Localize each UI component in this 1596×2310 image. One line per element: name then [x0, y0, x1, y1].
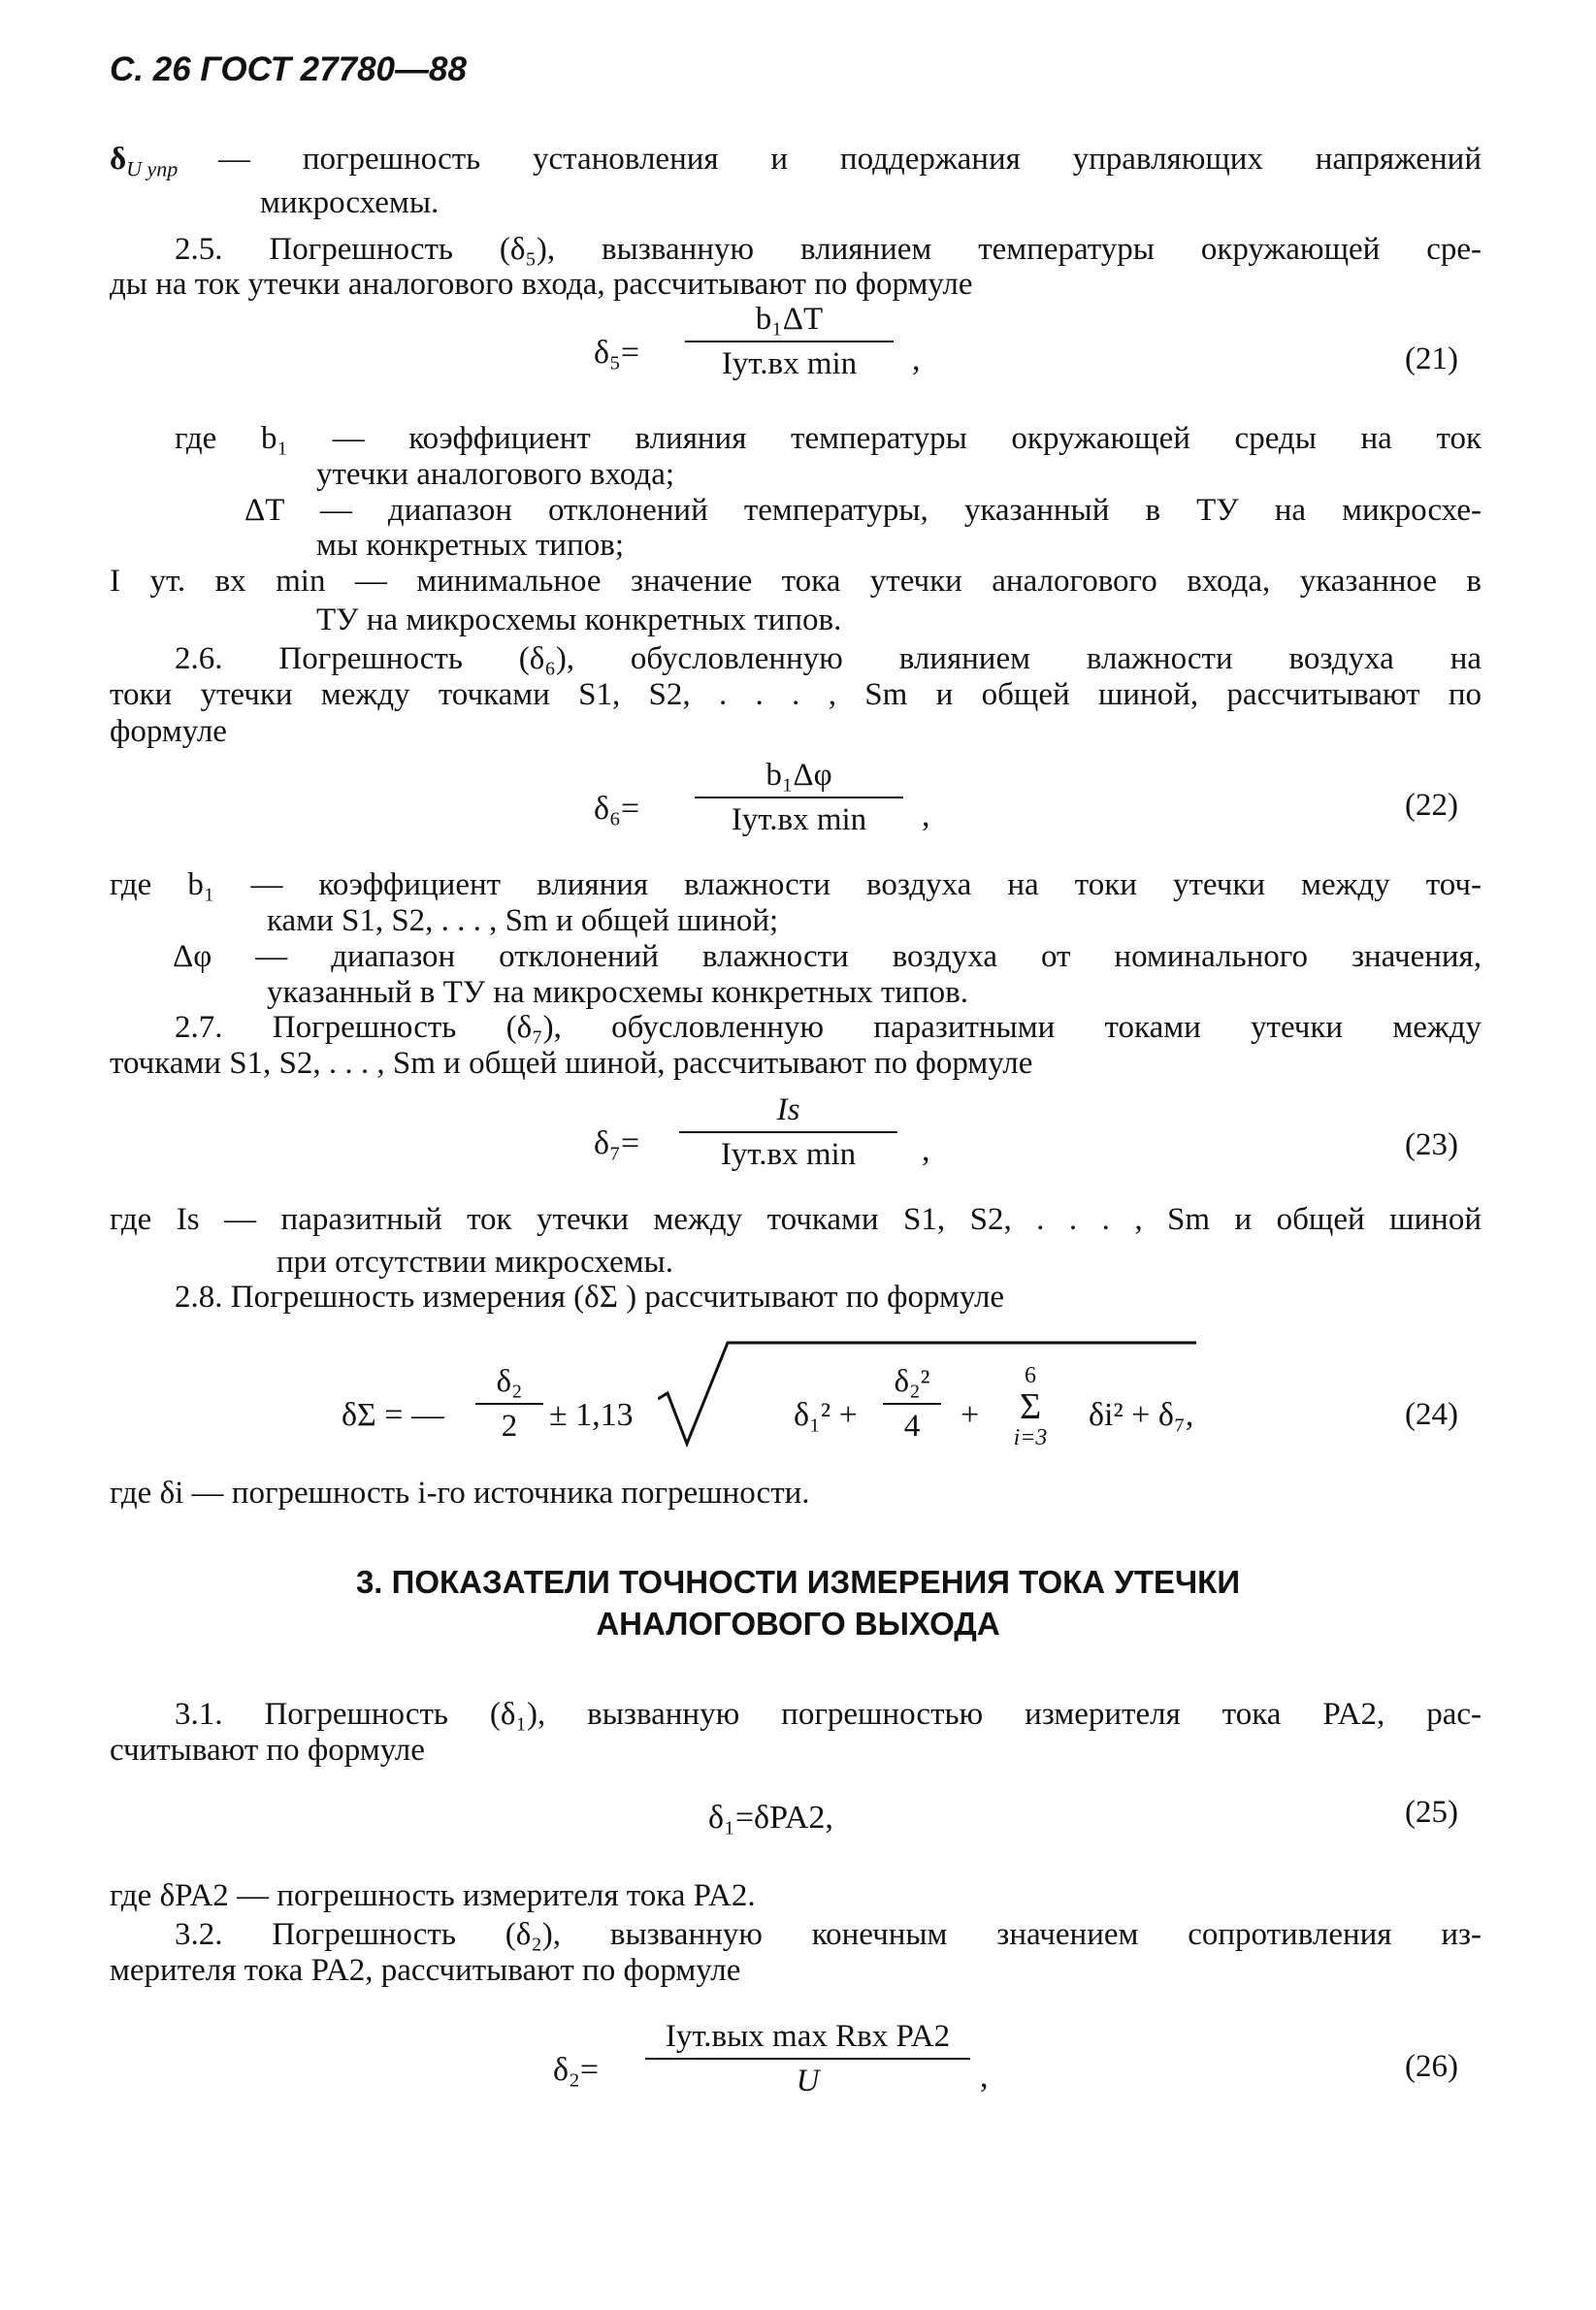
- equation-24-plus: +: [961, 1397, 980, 1433]
- text-line: где δi — погрешность i-го источника погрешности.: [110, 1476, 810, 1511]
- section-heading: 3. ПОКАЗАТЕЛИ ТОЧНОСТИ ИЗМЕРЕНИЯ ТОКА УТЕЧКИ: [355, 1564, 1241, 1600]
- text-line: указанный в ТУ на микросхемы конкретных типов.: [267, 975, 968, 1010]
- equation-number-21: (21): [1405, 342, 1458, 376]
- equation-21-lhs: δ₅=: [594, 335, 640, 371]
- equation-26-comma: ,: [980, 2059, 989, 2095]
- text-line: утечки аналогового входа;: [316, 457, 675, 492]
- text-line: где Is — паразитный ток утечки между точками S1, S2, . . . , Sm и общей шиной: [110, 1202, 1482, 1237]
- equation-22-comma: ,: [922, 797, 930, 833]
- paragraph-3-2: 3.2. Погрешность (δ₂), вызванную конечным значением сопротивления из-: [175, 1917, 1482, 1952]
- paragraph-2-5: 2.5. Погрешность (δ₅), вызванную влиянием температуры окружающей сре-: [175, 232, 1482, 267]
- equation-24-coefficient: ± 1,13: [549, 1397, 634, 1433]
- text-line: ТУ на микросхемы конкретных типов.: [316, 602, 842, 637]
- section-heading: АНАЛОГОВОГО ВЫХОДА: [596, 1606, 1000, 1642]
- page-header: С. 26 ГОСТ 27780—88: [110, 50, 467, 88]
- summation-symbol: 6 Σ i=3: [1013, 1363, 1048, 1450]
- equation-26-lhs: δ₂=: [553, 2052, 600, 2088]
- text-line: ды на ток утечки аналогового входа, рассчитывают по формуле: [110, 267, 973, 302]
- paragraph-2-7: 2.7. Погрешность (δ₇), обусловленную паразитными токами утечки между: [175, 1010, 1482, 1045]
- text-line: формуле: [110, 714, 227, 749]
- text-line: считывают по формуле: [110, 1733, 425, 1768]
- equation-24-inner-fraction: δ₂² 4: [883, 1363, 941, 1445]
- text-line: — погрешность установления и поддержания управляющих напряжений: [218, 142, 1482, 177]
- text-line: токи утечки между точками S1, S2, . . . , Sm и общей шиной, рассчитывают по: [110, 677, 1482, 712]
- text-line: при отсутствии микросхемы.: [277, 1245, 673, 1280]
- equation-24-tail: δi² + δ₇,: [1089, 1397, 1194, 1433]
- text-line: микросхемы.: [260, 185, 440, 220]
- equation-number-24: (24): [1405, 1397, 1458, 1432]
- text-line: где b₁ — коэффициент влияния влажности воздуха на токи утечки между точ-: [110, 867, 1482, 902]
- equation-number-23: (23): [1405, 1127, 1458, 1162]
- equation-23-lhs: δ₇=: [594, 1125, 640, 1161]
- equation-21-comma: ,: [912, 342, 921, 377]
- paragraph-2-8: 2.8. Погрешность измерения (δΣ ) рассчитывают по формуле: [175, 1280, 1005, 1315]
- equation-21-fraction: b₁ΔT Iут.вх min: [685, 301, 894, 382]
- equation-number-22: (22): [1405, 788, 1458, 823]
- equation-23-fraction: Is Iут.вх min: [679, 1091, 897, 1173]
- equation-25: δ₁=δPA2,: [708, 1800, 833, 1836]
- equation-23-comma: ,: [922, 1132, 930, 1168]
- text-line: Δφ — диапазон отклонений влажности воздуха от номинального значения,: [173, 939, 1482, 974]
- equation-26-fraction: Iут.вых max Rвх PA2 U: [645, 2018, 970, 2099]
- text-line: $\delta_{U упр}$: [110, 142, 179, 181]
- equation-22-lhs: δ₆=: [594, 791, 640, 827]
- equation-24-term: δ₁² +: [794, 1397, 858, 1433]
- text-line: ками S1, S2, . . . , Sm и общей шиной;: [267, 903, 779, 938]
- text-line: мерителя тока PA2, рассчитывают по формуле: [110, 1953, 741, 1988]
- text-line: мы конкретных типов;: [316, 528, 624, 563]
- paragraph-2-6: 2.6. Погрешность (δ₆), обусловленную влиянием влажности воздуха на: [175, 641, 1482, 676]
- equation-24-fraction: δ₂ 2: [475, 1363, 543, 1445]
- text-line: где b₁ — коэффициент влияния температуры окружающей среды на ток: [175, 421, 1482, 456]
- text-line: точками S1, S2, . . . , Sm и общей шиной, рассчитывают по формуле: [110, 1046, 1033, 1081]
- paragraph-3-1: 3.1. Погрешность (δ₁), вызванную погрешностью измерителя тока PA2, рас-: [175, 1697, 1482, 1732]
- equation-24-lhs: δΣ = —: [342, 1397, 444, 1433]
- text-line: I ут. вх min — минимальное значение тока утечки аналогового входа, указанное в: [110, 564, 1482, 599]
- text-line: ΔT — диапазон отклонений температуры, указанный в ТУ на микросхе-: [244, 493, 1482, 528]
- equation-number-26: (26): [1405, 2049, 1458, 2084]
- equation-22-fraction: b₁Δφ Iут.вх min: [695, 757, 903, 838]
- equation-number-25: (25): [1405, 1795, 1458, 1830]
- text-line: где δPA2 — погрешность измерителя тока PA2.: [110, 1878, 756, 1913]
